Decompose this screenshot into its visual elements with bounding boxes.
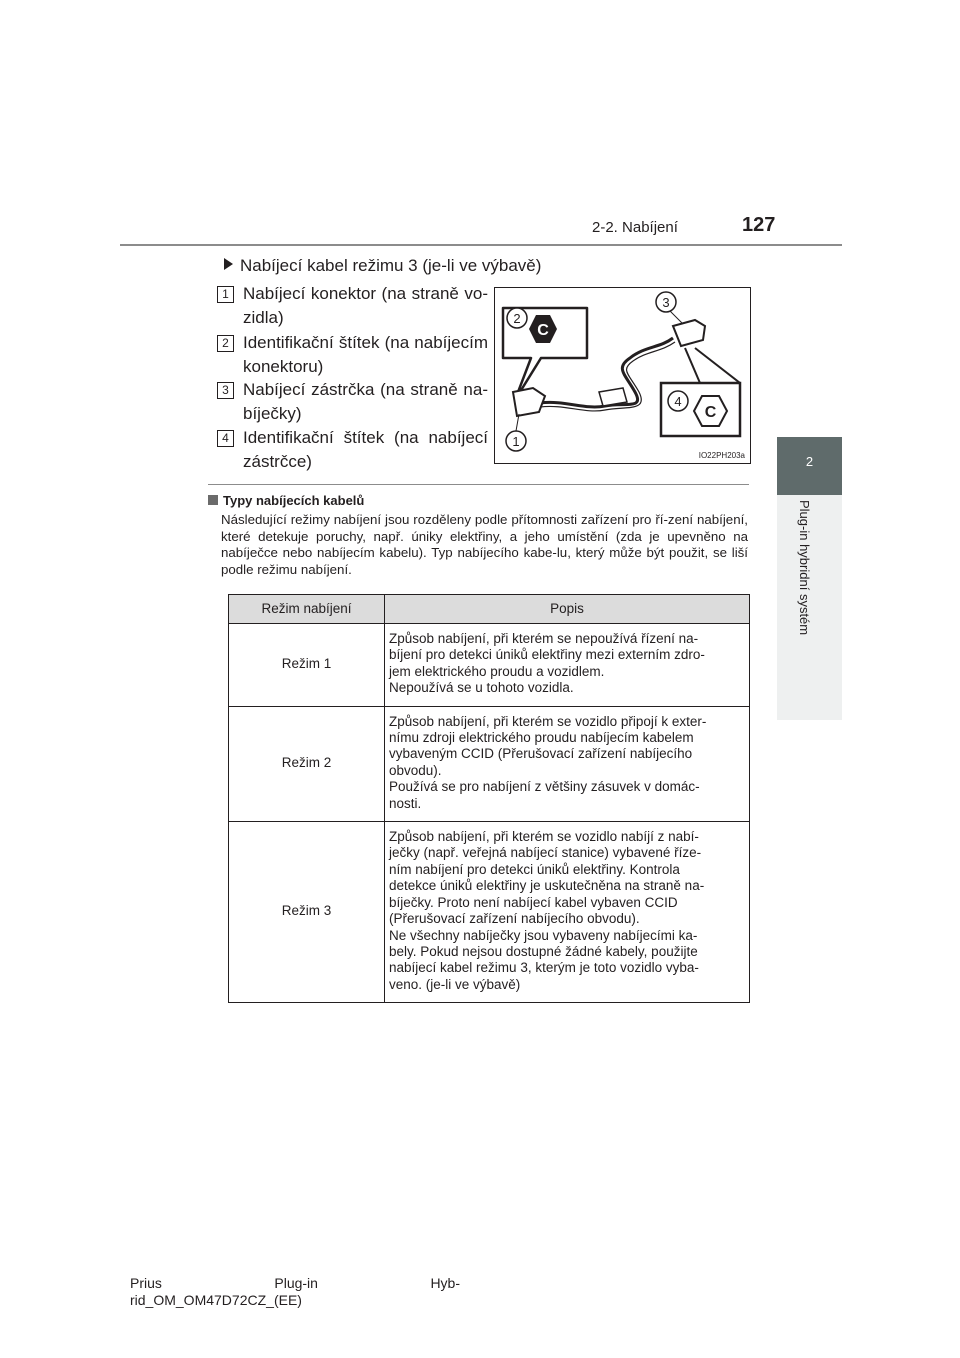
callout-line-right-2 xyxy=(685,348,700,383)
section-heading xyxy=(208,493,364,508)
footer-line-2: rid_OM_OM47D72CZ_(EE) xyxy=(130,1292,302,1308)
description-cell: Způsob nabíjení, při kterém se vozidlo připojí k exter- nímu zdroji elektrického proudu nabíjecím kabelem vybaveným CCID (Přerušovací zařízení nabíjecího obvodu). Používá se pro nabíjení z většiny zásuvek v domác- nosti. xyxy=(385,706,750,821)
callout-number-3: 3 xyxy=(662,295,670,310)
item-number: 3 xyxy=(217,382,234,399)
description-cell: Způsob nabíjení, při kterém se vozidlo nabíjí z nabí- ječky (např. veřejná nabíjecí stanice) vybavené říze- ním nabíjení pro detekci úniků elektřiny. Kontrola detekce úniků elektřiny je uskutečněna na straně na- bíječky. Proto není nabíjecí kabel vybaven CCID (Přerušovací zařízení nabíjecího obvodu). Ne všechny nabíječky jsou vybaveny nabíjecími ka- bely. Pokud nejsou dostupné žádné kabely, použijte nabíjecí kabel režimu 3, kterým je toto vozidlo vyba- veno. (je-li ve výbavě) xyxy=(385,822,750,1003)
callout-number-4: 4 xyxy=(674,394,682,409)
table-row xyxy=(229,706,750,821)
table-header-description: Popis xyxy=(385,595,750,624)
mode-cell: Režim 2 xyxy=(229,706,385,821)
footer-model: Prius xyxy=(130,1275,162,1291)
charger-plug xyxy=(673,320,705,346)
list-item xyxy=(217,282,488,330)
chapter-number: 2 xyxy=(805,454,814,469)
header-rule xyxy=(120,244,842,246)
table-row xyxy=(229,624,750,707)
item-text: Nabíjecí konektor (na straně vo-zidla) xyxy=(243,284,488,327)
item-number: 4 xyxy=(217,430,234,447)
footer-hybrid: Hyb- xyxy=(430,1275,460,1291)
charging-cable-illustration xyxy=(495,288,750,463)
id-label-letter-right: C xyxy=(704,404,717,421)
square-bullet-icon xyxy=(208,495,218,505)
subheading-text: Nabíjecí kabel režimu 3 (je-li ve výbavě) xyxy=(240,256,542,275)
callout-leader-3 xyxy=(670,311,683,324)
page-number: 127 xyxy=(742,214,776,236)
cable-box xyxy=(599,388,627,406)
mode-cell: Režim 3 xyxy=(229,822,385,1003)
footer-variant: Plug-in xyxy=(274,1275,318,1291)
chapter-title: Plug-in hybridní systém xyxy=(797,500,812,636)
triangle-bullet-icon xyxy=(224,258,233,270)
callout-number-2: 2 xyxy=(513,311,521,326)
section-label: 2-2. Nabíjení xyxy=(592,219,678,236)
list-item xyxy=(217,378,488,426)
item-text: Identifikační štítek (na nabíjecím konektoru) xyxy=(243,333,488,376)
section-body: Následující režimy nabíjení jsou rozděleny podle přítomnosti zařízení pro ří-zení nabíjení, které detekuje poruchy, např. úniky elektřiny, a jeho umístění (zda je upevněno na nabíječce nebo nabíjecím kabelu). Typ nabíjecího kabe-lu, který může být použit, se liší podle režimu nabíjení. xyxy=(221,512,748,577)
subheading xyxy=(224,256,541,276)
id-label-letter-left: C xyxy=(537,322,549,339)
figure-code: IO22PH203a xyxy=(698,451,745,460)
vehicle-connector xyxy=(513,388,545,416)
section-rule xyxy=(208,484,749,485)
table-row xyxy=(229,822,750,1003)
callout-line-right xyxy=(695,348,740,383)
item-number: 2 xyxy=(217,335,234,352)
callout-number-1: 1 xyxy=(512,434,520,449)
footer xyxy=(130,1275,460,1309)
list-item xyxy=(217,426,488,474)
section-title: Typy nabíjecích kabelů xyxy=(223,493,365,508)
table-header-mode: Režim nabíjení xyxy=(229,595,385,624)
table-header-row xyxy=(229,595,750,624)
item-text: Nabíjecí zástrčka (na straně na-bíječky) xyxy=(243,380,488,423)
description-cell: Způsob nabíjení, při kterém se nepoužívá řízení na- bíjení pro detekci úniků elektřiny mezi externím zdro- jem elektrického proudu a vozidlem. Nepoužívá se u tohoto vozidla. xyxy=(385,624,750,707)
item-number: 1 xyxy=(217,286,234,303)
footer-line-1 xyxy=(130,1275,460,1292)
mode-cell: Režim 1 xyxy=(229,624,385,707)
charging-cable-figure xyxy=(494,287,751,464)
charging-modes-table xyxy=(228,594,750,1003)
list-item xyxy=(217,331,488,379)
item-text: Identifikační štítek (na nabíjecí zástrčce) xyxy=(243,428,488,471)
